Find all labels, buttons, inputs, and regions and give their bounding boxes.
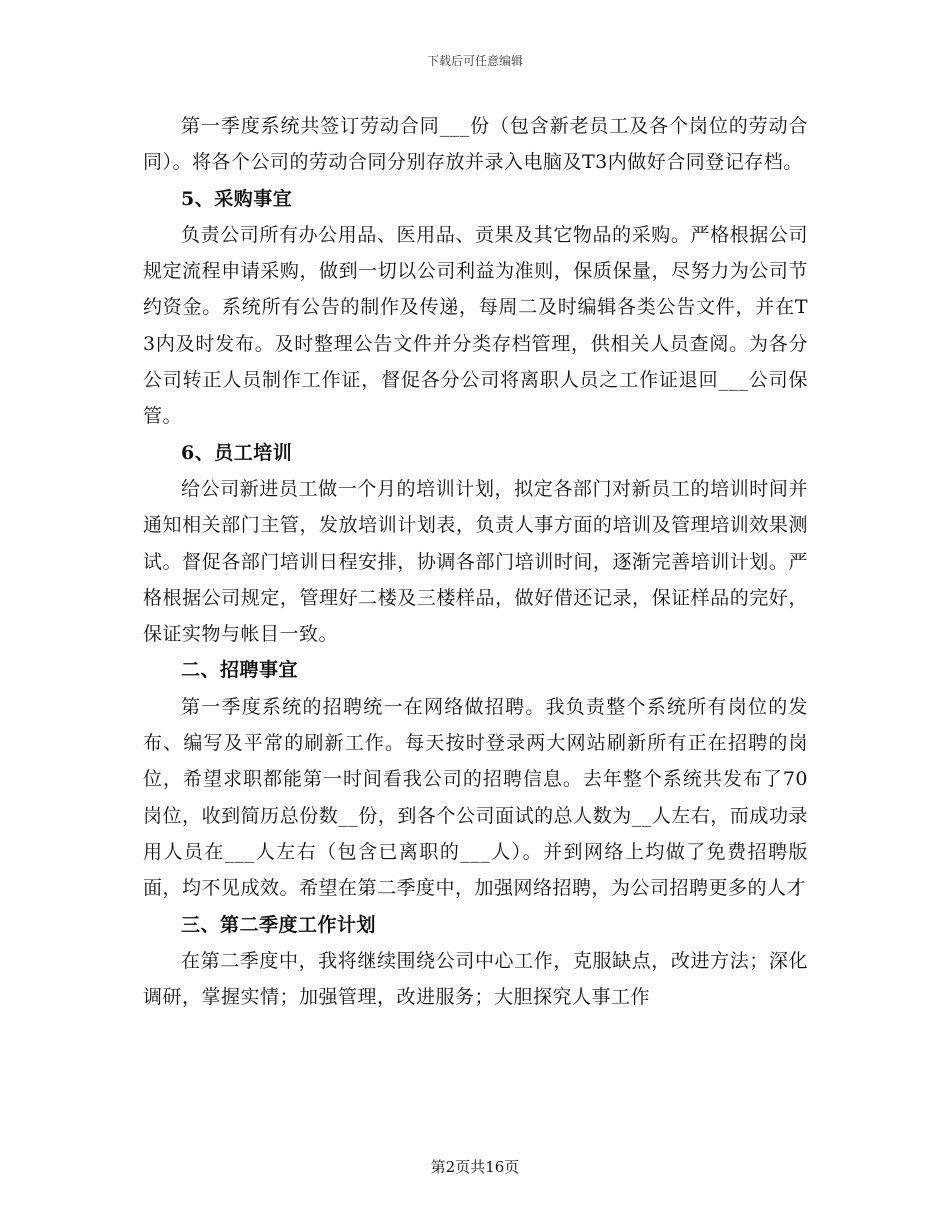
paragraph-purchasing: 负责公司所有办公用品、医用品、贡果及其它物品的采购。严格根据公司规定流程申请采购，做到一切以公司利益为准则，保质保量，尽努力为公司节约资金。系统所有公告的制作及传递，每周二及时编辑各类公告文件，并在T3内及时发布。及时整理公告文件并分类存档管理，供相关人员查阅。为各分公司转正人员制作工作证，督促各分公司将离职人员之工作证退回___公司保管。 xyxy=(143,223,808,428)
paragraph-q2-plan: 在第二季度中，我将继续围绕公司中心工作，克服缺点，改进方法；深化调研，掌握实情；加强管理，改进服务；大胆探究人事工作 xyxy=(143,949,808,1009)
heading-recruitment: 二、招聘事宜 xyxy=(181,659,299,682)
heading-training: 6、员工培训 xyxy=(181,441,293,464)
paragraph-training: 给公司新进员工做一个月的培训计划，拟定各部门对新员工的培训时间并通知相关部门主管，发放培训计划表，负责人事方面的培训及管理培训效果测试。督促各部门培训日程安排，协调各部门培训时间，逐渐完善培训计划。严格根据公司规定，管理好二楼及三楼样品，做好借还记录，保证样品的完好，保证实物与帐目一致。 xyxy=(143,477,808,646)
heading-purchasing: 5、采购事宜 xyxy=(181,187,293,210)
document-body xyxy=(143,108,808,1015)
paragraph-recruitment: 第一季度系统的招聘统一在网络做招聘。我负责整个系统所有岗位的发布、编写及平常的刷新工作。每天按时登录两大网站刷新所有正在招聘的岗位，希望求职都能第一时间看我公司的招聘信息。去年整个系统共发布了70岗位，收到简历总份数__份，到各个公司面试的总人数为__人左右，而成功录用人员在___人左右（包含已离职的___人）。并到网络上均做了免费招聘版面，均不见成效。希望在第二季度中，加强网络招聘，为公司招聘更多的人才 xyxy=(143,695,808,900)
page-number: 第2页共16页 xyxy=(430,1158,520,1176)
paragraph-contracts: 第一季度系统共签订劳动合同___份（包含新老员工及各个岗位的劳动合同）。将各个公司的劳动合同分别存放并录入电脑及T3内做好合同登记存档。 xyxy=(143,115,808,174)
page-header: 下载后可任意编辑 xyxy=(426,54,523,68)
heading-q2-plan: 三、第二季度工作计划 xyxy=(181,913,377,936)
